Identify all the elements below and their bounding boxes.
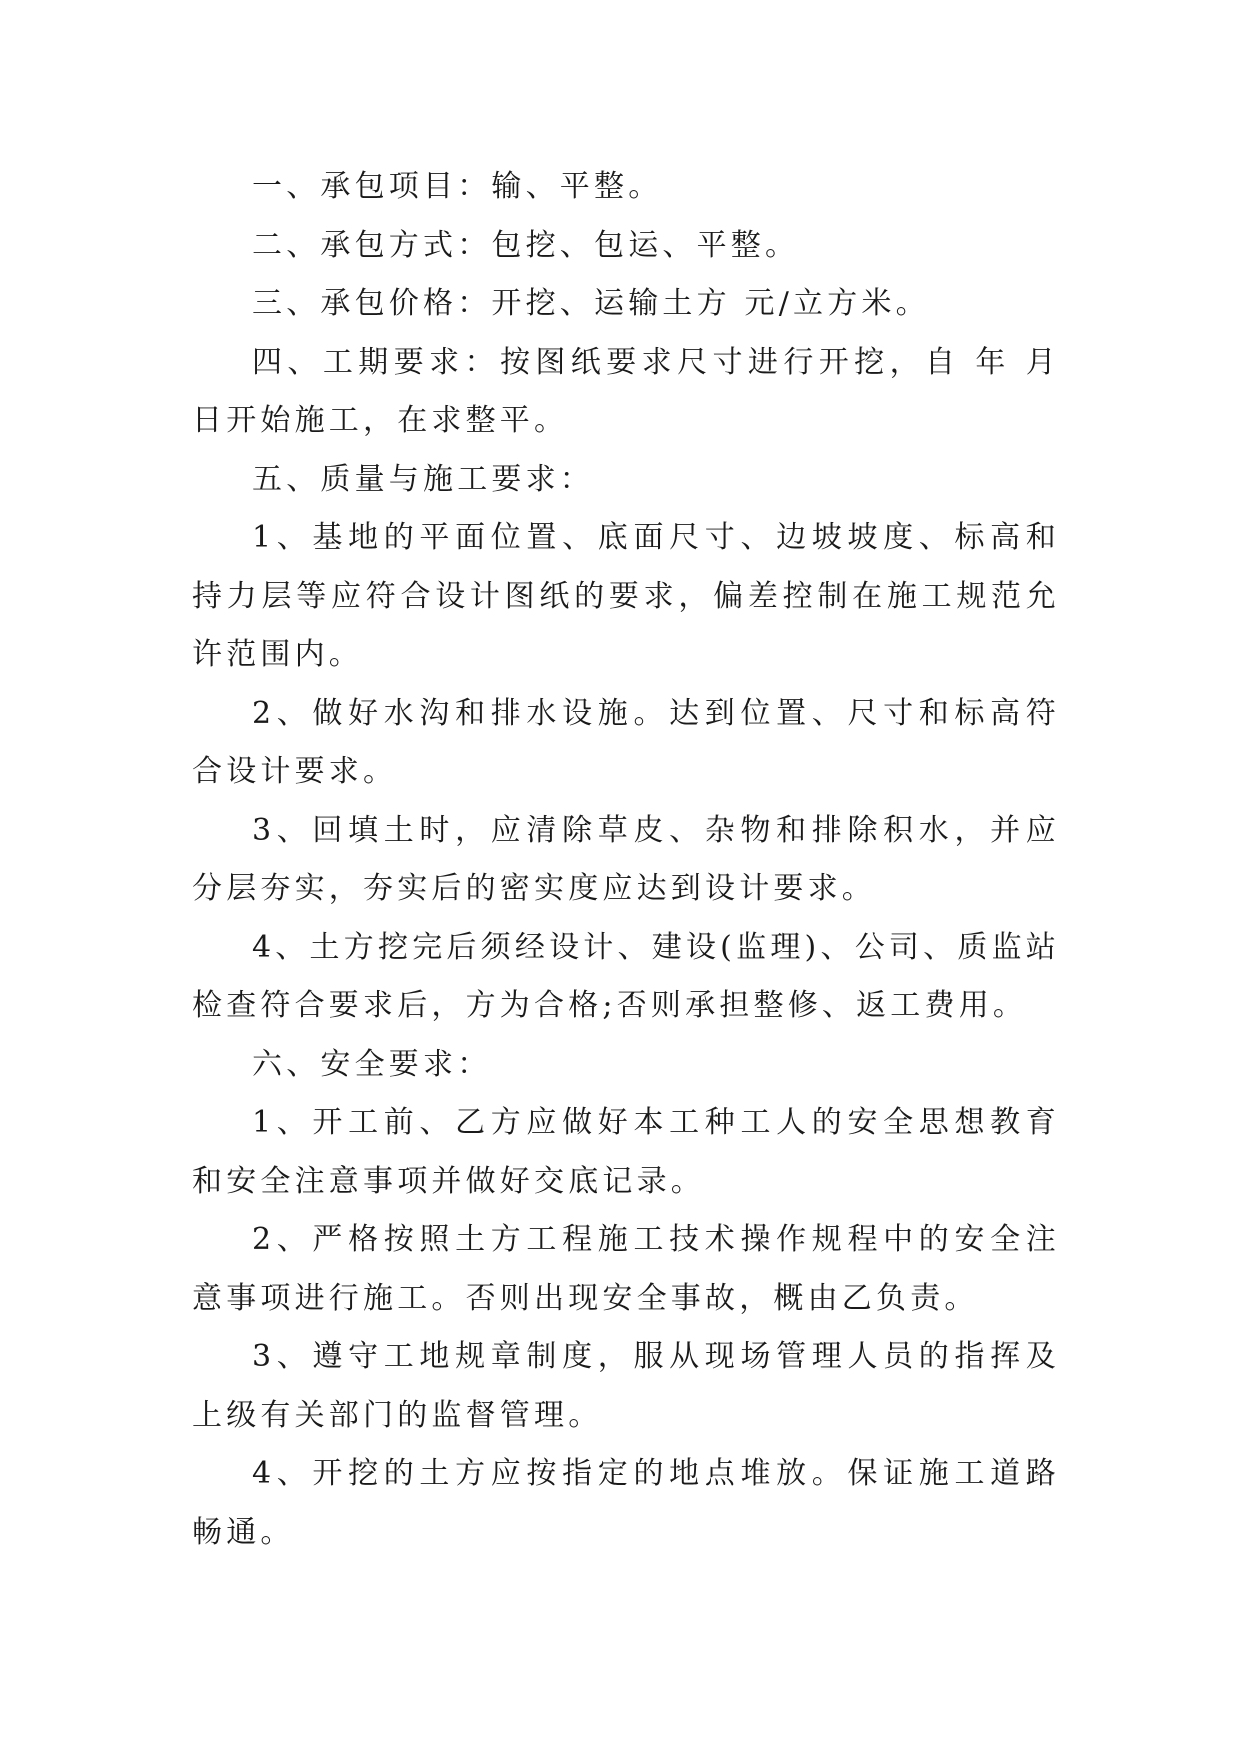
document-body [192, 158, 1060, 1562]
heading-quality-requirements: 五、质量与施工要求： [252, 461, 594, 497]
paragraph-contract-price: 三、承包价格：开挖、运输土方 元/立方米。 [252, 286, 930, 321]
paragraph-contract-method: 二、承包方式：包挖、包运、平整。 [252, 227, 800, 263]
paragraph-safety-4: 4、开挖的土方应按指定的地点堆放。保证施工道路畅通。 [192, 1456, 1060, 1550]
paragraph-schedule: 四、工期要求：按图纸要求尺寸进行开挖，自 年 月 日开始施工，在求整平。 [192, 344, 1060, 438]
paragraph-quality-1: 1、基地的平面位置、底面尺寸、边坡坡度、标高和持力层等应符合设计图纸的要求，偏差控制在施工规范允许范围内。 [192, 520, 1060, 672]
paragraph-contract-item: 一、承包项目：输、平整。 [252, 169, 663, 204]
paragraph-quality-3: 3、回填土时，应清除草皮、杂物和排除积水，并应分层夯实，夯实后的密实度应达到设计要求。 [192, 812, 1060, 906]
paragraph-quality-2: 2、做好水沟和排水设施。达到位置、尺寸和标高符合设计要求。 [192, 695, 1060, 789]
paragraph-quality-4: 4、土方挖完后须经设计、建设(监理)、公司、质监站检查符合要求后，方为合格;否则承担整修、返工费用。 [192, 929, 1060, 1023]
heading-safety-requirements: 六、安全要求： [252, 1046, 492, 1082]
paragraph-safety-3: 3、遵守工地规章制度，服从现场管理人员的指挥及上级有关部门的监督管理。 [192, 1339, 1060, 1433]
paragraph-safety-2: 2、严格按照土方工程施工技术操作规程中的安全注意事项进行施工。否则出现安全事故，概由乙负责。 [192, 1222, 1060, 1316]
paragraph-safety-1: 1、开工前、乙方应做好本工种工人的安全思想教育和安全注意事项并做好交底记录。 [192, 1105, 1060, 1199]
